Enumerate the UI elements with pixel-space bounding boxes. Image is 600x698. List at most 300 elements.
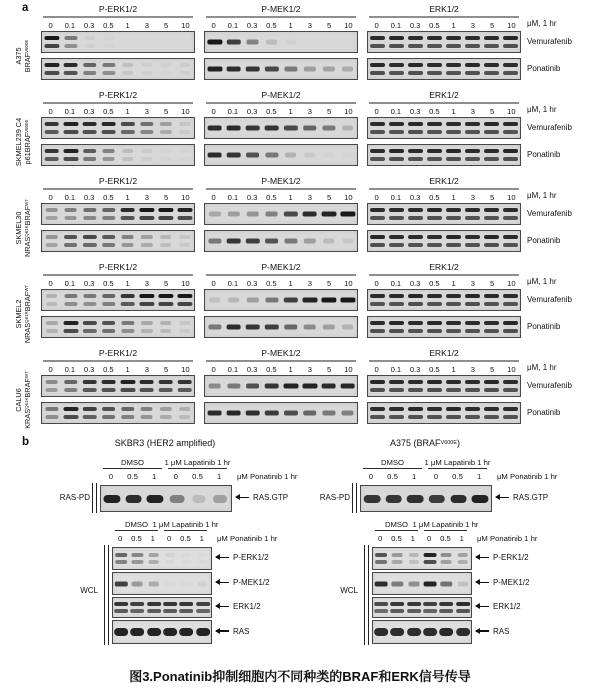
group-rule xyxy=(375,530,418,532)
blot-lane xyxy=(426,486,448,511)
dose-label: 5 xyxy=(490,279,495,288)
blot-lane xyxy=(129,573,145,594)
protein-band xyxy=(177,294,192,298)
protein-band xyxy=(44,36,59,40)
protein-band xyxy=(284,67,297,72)
protein-band xyxy=(465,302,481,306)
blot-lane xyxy=(118,59,137,79)
row-side-labels xyxy=(522,176,586,262)
protein-band xyxy=(82,380,97,384)
protein-band xyxy=(140,415,153,419)
protein-band xyxy=(446,407,462,411)
drug-label-ponatinib: Ponatinib xyxy=(527,322,561,331)
blot-lane xyxy=(99,204,118,224)
protein-band xyxy=(389,149,405,153)
dose-label: 5 xyxy=(164,365,169,374)
blot-lane xyxy=(224,231,243,251)
blot-lane xyxy=(482,403,501,423)
dose-label: 10 xyxy=(507,365,516,374)
title-rule xyxy=(369,102,519,104)
protein-band xyxy=(446,329,462,333)
blot-lane xyxy=(319,290,338,310)
protein-band xyxy=(408,63,424,67)
protein-band xyxy=(46,294,58,298)
protein-band xyxy=(389,216,405,220)
protein-band xyxy=(265,153,278,158)
protein-band xyxy=(340,384,355,389)
ponatinib-blot xyxy=(41,230,195,252)
protein-band xyxy=(101,122,116,126)
blot-lane xyxy=(99,317,118,337)
vemurafenib-blot xyxy=(367,203,521,225)
protein-band xyxy=(503,321,519,325)
panel-a-label: a xyxy=(22,2,29,14)
protein-band xyxy=(120,380,135,384)
blot-lane xyxy=(463,59,482,79)
blot-lane xyxy=(425,290,444,310)
protein-band xyxy=(408,130,424,134)
protein-band xyxy=(446,415,462,419)
wcl-bracket xyxy=(104,545,109,645)
protein-band xyxy=(389,122,405,126)
protein-band xyxy=(484,321,500,325)
protein-band xyxy=(245,67,260,72)
dose-label: 0.1 xyxy=(64,21,76,30)
target-text: RAS xyxy=(493,626,510,636)
protein-band xyxy=(503,329,519,333)
blot-columns xyxy=(40,4,522,90)
label-text: SKMEL239 C4 xyxy=(13,117,23,166)
blot-lane xyxy=(389,598,405,617)
protein-band xyxy=(103,495,120,503)
protein-band xyxy=(45,216,58,220)
blot-column xyxy=(203,262,359,348)
protein-band xyxy=(465,157,481,161)
protein-band xyxy=(45,208,58,212)
blot-lane xyxy=(300,290,319,310)
blot-lane xyxy=(262,290,281,310)
protein-band xyxy=(456,602,470,606)
dose-label: 0.1 xyxy=(227,193,239,202)
protein-band xyxy=(456,609,470,613)
blot-lane xyxy=(137,32,156,52)
protein-band xyxy=(283,384,298,389)
dose-row xyxy=(41,20,195,31)
blot-columns xyxy=(40,262,522,348)
dose-label: 1 xyxy=(125,107,130,116)
protein-band xyxy=(163,628,177,636)
protein-band xyxy=(266,40,278,45)
dose-row xyxy=(41,106,195,117)
blot-lane xyxy=(156,376,175,396)
label-text: KRAS xyxy=(23,408,32,429)
blot-lane xyxy=(156,204,175,224)
dose-label: 0 xyxy=(108,472,113,481)
protein-band xyxy=(83,63,96,67)
protein-band xyxy=(389,208,405,212)
blot-lane xyxy=(137,376,156,396)
protein-band xyxy=(385,495,402,503)
blot-target-label xyxy=(216,620,249,642)
protein-band xyxy=(285,40,296,45)
protein-band xyxy=(342,239,353,244)
blot-lane xyxy=(387,204,406,224)
protein-band xyxy=(285,153,297,158)
blot-lane xyxy=(463,290,482,310)
protein-band xyxy=(226,40,240,45)
protein-band xyxy=(427,208,443,212)
protein-band xyxy=(226,325,241,330)
protein-band xyxy=(63,63,78,67)
protein-band xyxy=(120,388,135,392)
blot-lane xyxy=(425,231,444,251)
dose-label: 0.5 xyxy=(440,534,451,543)
protein-band xyxy=(44,71,59,75)
blot-lane xyxy=(404,486,426,511)
protein-band xyxy=(389,235,405,239)
protein-band xyxy=(63,130,78,134)
blot-lane xyxy=(162,598,178,617)
dose-label: 0 xyxy=(173,472,178,481)
dose-label: 0.5 xyxy=(103,365,114,374)
blot-lane xyxy=(319,231,338,251)
protein-band xyxy=(389,44,405,48)
blot-lane xyxy=(178,598,194,617)
protein-band xyxy=(163,602,177,606)
blot-lane xyxy=(319,204,338,224)
dose-label: 1 xyxy=(150,534,155,543)
protein-band xyxy=(182,560,191,564)
blot-lane xyxy=(42,32,61,52)
dose-row xyxy=(41,278,195,289)
protein-band xyxy=(424,553,437,557)
blot-lane xyxy=(101,486,123,511)
protein-band xyxy=(389,302,405,306)
blot-lane xyxy=(162,548,178,569)
protein-band xyxy=(408,321,424,325)
blot-lane xyxy=(224,403,243,423)
protein-band xyxy=(370,44,386,48)
protein-band xyxy=(196,609,210,613)
protein-band xyxy=(450,495,467,503)
protein-band xyxy=(408,149,424,153)
protein-band xyxy=(322,325,334,330)
blot-lane xyxy=(387,290,406,310)
blot-lane xyxy=(338,317,357,337)
protein-band xyxy=(484,36,500,40)
protein-band xyxy=(283,411,297,416)
blot-lane xyxy=(448,486,470,511)
protein-band xyxy=(503,294,519,298)
dose-label: 0.1 xyxy=(227,21,239,30)
protein-band xyxy=(245,126,260,131)
protein-band xyxy=(446,122,462,126)
protein-band xyxy=(484,44,500,48)
ras-pd-label: RAS-PD xyxy=(319,493,350,502)
protein-band xyxy=(120,216,135,220)
dose-row xyxy=(41,364,195,375)
protein-band xyxy=(409,560,419,564)
protein-band xyxy=(182,553,191,557)
blot-target-label xyxy=(216,572,269,593)
blot-lane xyxy=(368,32,387,52)
protein-band xyxy=(374,628,388,636)
label-text: NRAS xyxy=(23,322,32,343)
ponatinib-blot xyxy=(367,144,521,166)
cell-line-row xyxy=(6,4,600,90)
blot-lane xyxy=(118,231,137,251)
protein-band xyxy=(207,153,222,158)
protein-band xyxy=(389,388,405,392)
blot-lane xyxy=(118,403,137,423)
dose-label: 1 xyxy=(459,534,464,543)
protein-band xyxy=(446,216,462,220)
protein-band xyxy=(179,415,191,419)
protein-band xyxy=(102,157,115,161)
protein-band xyxy=(389,407,405,411)
protein-band xyxy=(158,380,173,384)
protein-band xyxy=(207,67,222,72)
blot-lane xyxy=(175,32,194,52)
protein-band xyxy=(45,380,58,384)
protein-band xyxy=(503,157,519,161)
protein-band xyxy=(198,581,208,586)
protein-band xyxy=(141,71,152,75)
protein-band xyxy=(322,126,335,131)
protein-band xyxy=(302,384,317,389)
dose-label: 5 xyxy=(164,193,169,202)
dose-row xyxy=(100,471,230,482)
title-rule xyxy=(43,274,193,276)
wcl-blot xyxy=(112,572,212,595)
dose-label: 1 xyxy=(410,534,415,543)
protein-band xyxy=(140,243,152,247)
dose-label: 0 xyxy=(433,472,438,481)
dose-label: 3 xyxy=(470,279,475,288)
protein-band xyxy=(82,243,96,247)
protein-band xyxy=(102,415,116,419)
blot-lane xyxy=(61,317,80,337)
protein-band xyxy=(63,415,78,419)
wcl-blot xyxy=(112,547,212,570)
dose-label: 5 xyxy=(490,193,495,202)
blot-lane xyxy=(118,204,137,224)
dose-label: 0.5 xyxy=(266,193,277,202)
cell-line-label xyxy=(6,370,40,429)
dose-label: 0 xyxy=(374,21,379,30)
dose-label: 0 xyxy=(211,279,216,288)
protein-band xyxy=(177,302,192,306)
treatment-group-label: DMSO xyxy=(380,457,405,467)
blot-lane xyxy=(338,290,357,310)
dose-label: 1 xyxy=(451,365,456,374)
protein-band xyxy=(465,44,481,48)
protein-band xyxy=(484,208,500,212)
blot-lane xyxy=(406,317,425,337)
protein-band xyxy=(375,553,387,557)
protein-band xyxy=(63,407,78,411)
dose-row xyxy=(367,192,521,203)
target-text: P-MEK1/2 xyxy=(493,578,530,587)
blot-lane xyxy=(175,59,194,79)
dose-label: 0.3 xyxy=(83,107,95,116)
title-rule xyxy=(206,360,356,362)
dose-label: 10 xyxy=(507,193,516,202)
cell-line-label-text xyxy=(14,39,32,72)
protein-band xyxy=(427,321,443,325)
protein-band xyxy=(149,553,160,557)
protein-band xyxy=(84,36,95,40)
blot-lane xyxy=(281,145,300,165)
dose-label: 0.5 xyxy=(103,21,114,30)
target-text: P-MEK1/2 xyxy=(233,578,270,587)
blot-lane xyxy=(118,32,137,52)
protein-band xyxy=(465,243,481,247)
blot-lane xyxy=(406,290,425,310)
protein-band xyxy=(484,130,500,134)
treatment-group xyxy=(360,456,425,469)
blot-lane xyxy=(501,118,520,138)
dose-unit-label: μM, 1 hr xyxy=(527,277,557,286)
ponatinib-blot xyxy=(367,58,521,80)
protein-band xyxy=(389,157,405,161)
blot-lane xyxy=(42,290,61,310)
blot-lane xyxy=(80,290,99,310)
protein-band xyxy=(82,130,97,134)
protein-band xyxy=(408,581,419,586)
blot-column xyxy=(40,90,196,176)
blot-lane xyxy=(444,204,463,224)
protein-band xyxy=(180,609,194,613)
protein-band xyxy=(63,71,78,75)
protein-band xyxy=(82,122,97,126)
dose-label: 10 xyxy=(181,365,190,374)
cell-line-label-text xyxy=(14,284,32,342)
blot-lane xyxy=(118,118,137,138)
protein-band xyxy=(226,239,241,244)
protein-band xyxy=(45,235,58,239)
dose-label: 1 xyxy=(125,193,130,202)
blot-lane xyxy=(482,59,501,79)
dose-label: 0.5 xyxy=(127,472,138,481)
protein-band xyxy=(303,411,316,416)
protein-band xyxy=(192,495,205,503)
protein-band xyxy=(303,239,315,244)
target-text: RAS.GTP xyxy=(513,493,549,502)
protein-band xyxy=(160,71,171,75)
dose-label: 3 xyxy=(144,279,149,288)
protein-band xyxy=(165,581,174,586)
blot-lane xyxy=(406,376,425,396)
dose-label: 0 xyxy=(374,365,379,374)
protein-band xyxy=(408,235,424,239)
label-text: BRAF xyxy=(23,205,32,225)
dose-label: 0 xyxy=(48,279,53,288)
protein-band xyxy=(503,36,519,40)
blot-lane xyxy=(162,621,178,643)
protein-band xyxy=(427,294,443,298)
protein-band xyxy=(102,216,115,220)
protein-band xyxy=(139,294,154,298)
protein-band xyxy=(246,40,259,45)
dose-label: 5 xyxy=(327,193,332,202)
protein-band xyxy=(44,130,59,134)
blot-lane xyxy=(137,59,156,79)
protein-band xyxy=(446,157,462,161)
protein-band xyxy=(424,560,437,564)
protein-band xyxy=(392,581,403,586)
dose-label: 3 xyxy=(144,193,149,202)
protein-band xyxy=(441,581,452,586)
dose-label: 3 xyxy=(470,365,475,374)
protein-band xyxy=(102,321,116,325)
blot-lane xyxy=(501,403,520,423)
title-rule xyxy=(43,16,193,18)
dose-unit-label: μM Ponatinib 1 hr xyxy=(477,534,538,543)
blot-lane xyxy=(444,59,463,79)
blot-lane xyxy=(42,145,61,165)
dose-row xyxy=(41,192,195,203)
protein-band xyxy=(102,243,116,247)
protein-band xyxy=(159,407,171,411)
protein-band xyxy=(484,235,500,239)
vemurafenib-blot xyxy=(367,375,521,397)
protein-band xyxy=(64,302,77,306)
title-rule xyxy=(369,16,519,18)
protein-band xyxy=(484,71,500,75)
dose-label: 0.3 xyxy=(246,279,258,288)
blot-lane xyxy=(162,573,178,594)
vemurafenib-blot xyxy=(204,117,358,139)
dose-row xyxy=(367,106,521,117)
protein-band xyxy=(446,208,462,212)
blot-lane xyxy=(281,403,300,423)
blot-lane xyxy=(178,621,194,643)
protein-band xyxy=(407,495,424,503)
protein-band xyxy=(101,380,116,384)
blot-column xyxy=(40,176,196,262)
protein-band xyxy=(101,388,116,392)
protein-band xyxy=(503,44,519,48)
blot-lane xyxy=(61,32,80,52)
dose-label: 10 xyxy=(344,365,353,374)
blot-lane xyxy=(319,317,338,337)
protein-band xyxy=(370,71,386,75)
protein-band xyxy=(465,321,481,325)
protein-band xyxy=(196,628,210,636)
blot-lane xyxy=(373,573,389,594)
label-superscript: V600E xyxy=(24,119,29,133)
protein-band xyxy=(423,609,437,613)
label-text: CALU6 xyxy=(13,387,23,412)
group-rule xyxy=(168,468,227,470)
blot-lane xyxy=(361,486,383,511)
blot-lane xyxy=(387,59,406,79)
protein-band xyxy=(177,380,192,384)
cell-line-label xyxy=(6,31,40,80)
blot-lane xyxy=(406,59,425,79)
wcl-blot xyxy=(372,620,472,644)
blot-target-label xyxy=(496,485,548,510)
protein-band xyxy=(321,298,336,303)
blot-lane xyxy=(195,598,211,617)
target-text: RAS xyxy=(233,626,250,636)
protein-band xyxy=(163,609,177,613)
label-text: SKMEL30 xyxy=(13,211,23,244)
treatment-group-label: 1 μM Lapatinib 1 hr xyxy=(412,519,479,529)
blot-lane xyxy=(373,548,389,569)
protein-band xyxy=(446,71,462,75)
